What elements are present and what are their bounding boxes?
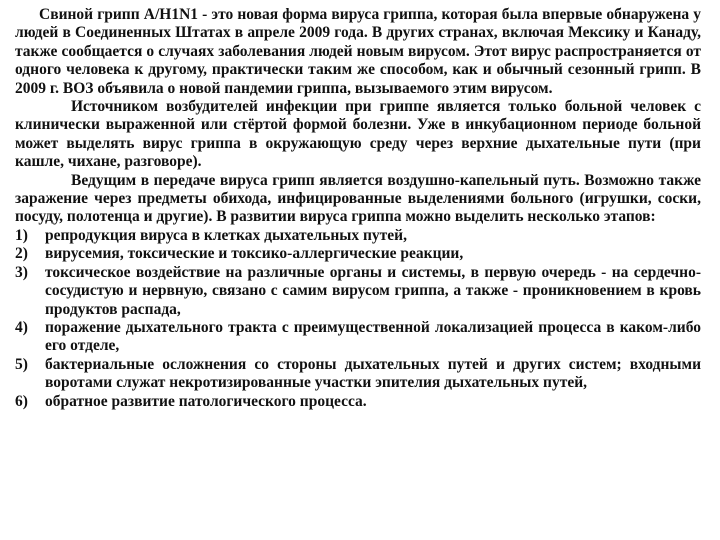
paragraph-transmission: Ведущим в передаче вируса грипп является воздушно-капельный путь. Возможно также заражение через предметы обихода, инфицированные выделениями больного (игрушки, соски, посуду, полотенца и другие). В развитии вируса гриппа можно выделить несколько этапов: xyxy=(15,171,701,226)
list-item xyxy=(15,245,701,263)
list-item xyxy=(15,319,701,356)
document-page xyxy=(15,6,701,411)
list-item-text: токсическое воздействие на различные органы и системы, в первую очередь - на сердечно-сосудистую и нервную, связано с самим вирусом гриппа, а также - проникновением в кровь продуктов распада, xyxy=(45,263,701,318)
list-item-text: обратное развитие патологического процесса. xyxy=(45,392,367,410)
paragraph-infection-source: Источником возбудителей инфекции при гриппе является только больной человек с клинически выраженной или стёртой формой болезни. Уже в инкубационном периоде больной может выделять вирус гриппа в окружающую среду через верхние дыхательные пути (при кашле, чихане, разговоре). xyxy=(15,98,701,171)
list-item xyxy=(15,356,701,393)
list-item xyxy=(15,264,701,319)
list-item-number: 4) xyxy=(15,318,28,336)
paragraph-swine-flu-intro: Свиной грипп A/H1N1 - это новая форма вируса гриппа, которая была впервые обнаружена у людей в Соединенных Штатах в апреле 2009 года. В других странах, включая Мексику и Канаду, также сообщается о случаях заболевания людей новым вирусом. Этот вирус распространяется от одного человека к другому, практически таким же способом, как и обычный сезонный грипп. В 2009 г. ВОЗ объявила о новой пандемии гриппа, вызываемого этим вирусом. xyxy=(15,6,701,97)
list-item-number: 5) xyxy=(15,355,28,373)
list-item-number: 6) xyxy=(15,392,28,410)
list-item-number: 3) xyxy=(15,263,28,281)
list-item xyxy=(15,393,701,411)
stages-list xyxy=(15,227,701,411)
list-item-text: поражение дыхательного тракта с преимущественной локализацией процесса в каком-либо его отделе, xyxy=(45,318,701,355)
list-item-text: бактериальные осложнения со стороны дыхательных путей и других систем; входными воротами служат некротизированные участки эпителия дыхательных путей, xyxy=(45,355,701,392)
list-item-text: репродукция вируса в клетках дыхательных путей, xyxy=(45,226,407,244)
list-item-text: вирусемия, токсические и токсико-аллергические реакции, xyxy=(45,245,464,263)
list-item-number: 2) xyxy=(15,245,28,263)
list-item-number: 1) xyxy=(15,226,28,244)
list-item xyxy=(15,227,701,245)
